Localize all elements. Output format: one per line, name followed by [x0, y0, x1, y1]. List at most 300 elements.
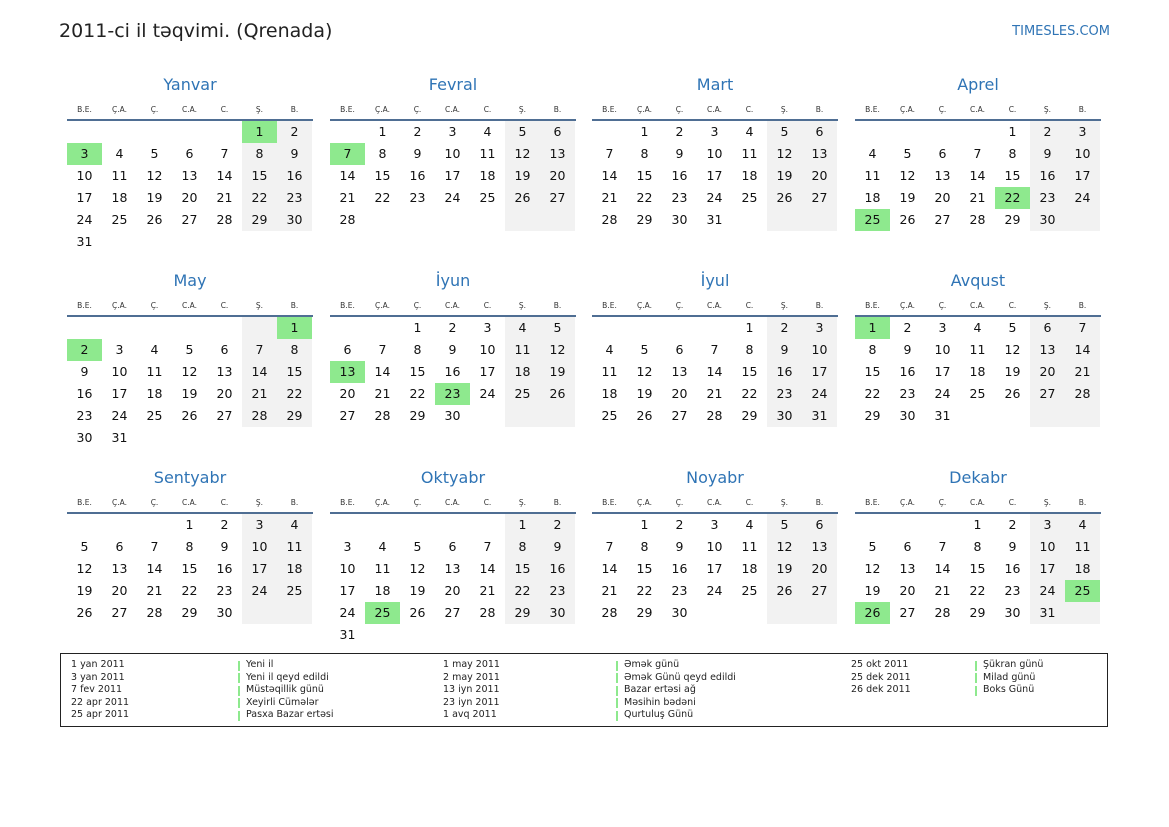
day-cell: 13	[444, 561, 461, 576]
day-cell: 25	[111, 212, 128, 227]
day-cell: 15	[636, 561, 653, 576]
weekday-header: Ç.	[413, 498, 422, 507]
weekday-header: B.	[290, 301, 299, 310]
weekday-header: B.E.	[77, 301, 92, 310]
day-cell: 20	[811, 561, 828, 576]
weekday-header: B.E.	[340, 301, 355, 310]
day-cell: 14	[601, 168, 618, 183]
day-cell: 26	[76, 605, 93, 620]
day-cell: 17	[811, 364, 828, 379]
day-cell: 11	[864, 168, 881, 183]
day-cell: 6	[815, 517, 824, 532]
day-cell: 7	[483, 539, 492, 554]
day-cell: 16	[776, 364, 793, 379]
day-cell: 24	[811, 386, 828, 401]
day-cell: 18	[741, 168, 758, 183]
legend-marker	[238, 711, 240, 721]
day-cell: 14	[339, 168, 356, 183]
day-cell: 11	[741, 146, 758, 161]
weekday-header: Ç.A.	[899, 105, 915, 114]
weekday-header: Ç.	[675, 301, 684, 310]
day-cell: 14	[934, 561, 951, 576]
weekday-header: C.	[220, 498, 229, 507]
weekday-header: B.	[815, 301, 824, 310]
legend-marker	[616, 711, 618, 721]
day-cell: 2	[553, 517, 562, 532]
day-cell: 24	[479, 386, 496, 401]
day-cell: 5	[780, 517, 789, 532]
day-cell: 20	[111, 583, 128, 598]
holiday-day-cell: 25	[1065, 580, 1100, 602]
day-cell: 10	[934, 342, 951, 357]
legend-date: 25 dek 2011	[851, 671, 911, 683]
month-name: Dekabr	[949, 468, 1007, 487]
day-cell: 3	[255, 517, 264, 532]
day-cell: 5	[518, 124, 527, 139]
day-cell: 12	[549, 342, 566, 357]
day-cell: 23	[671, 583, 688, 598]
day-cell: 19	[776, 561, 793, 576]
weekday-header: Ş.	[1043, 301, 1052, 310]
day-cell: 31	[111, 430, 128, 445]
day-cell: 8	[1008, 146, 1017, 161]
day-cell: 29	[864, 408, 881, 423]
weekday-header: Ş.	[518, 105, 527, 114]
day-cell: 10	[1039, 539, 1056, 554]
weekday-header: B.	[290, 105, 299, 114]
day-cell: 28	[251, 408, 268, 423]
day-cell: 28	[969, 212, 986, 227]
day-cell: 16	[286, 168, 303, 183]
day-cell: 6	[115, 539, 124, 554]
weekday-header: C.	[1008, 301, 1017, 310]
day-cell: 4	[518, 320, 527, 335]
weekday-header: Ç.A.	[111, 301, 127, 310]
day-cell: 10	[111, 364, 128, 379]
weekday-header: Ş.	[518, 498, 527, 507]
day-cell: 17	[479, 364, 496, 379]
day-cell: 5	[413, 539, 422, 554]
day-cell: 11	[374, 561, 391, 576]
day-cell: 30	[286, 212, 303, 227]
day-cell: 21	[251, 386, 268, 401]
day-cell: 14	[251, 364, 268, 379]
day-cell: 20	[181, 190, 198, 205]
day-cell: 27	[339, 408, 356, 423]
legend-holiday-name: Qurtuluş Günü	[624, 709, 694, 720]
day-cell: 22	[636, 190, 653, 205]
weekday-header: C.	[220, 301, 229, 310]
day-cell: 3	[1043, 517, 1052, 532]
day-cell: 21	[969, 190, 986, 205]
legend-holiday-name: Xeyirli Cümələr	[246, 696, 319, 708]
day-cell: 1	[518, 517, 527, 532]
legend-marker	[616, 673, 618, 683]
day-cell: 31	[339, 627, 356, 642]
day-cell: 3	[938, 320, 947, 335]
day-cell: 28	[706, 408, 723, 423]
day-cell: 13	[549, 146, 566, 161]
day-cell: 17	[934, 364, 951, 379]
day-cell: 25	[741, 583, 758, 598]
day-cell: 3	[815, 320, 824, 335]
day-cell: 18	[864, 190, 881, 205]
day-cell: 22	[409, 386, 426, 401]
day-cell: 16	[549, 561, 566, 576]
day-cell: 8	[290, 342, 299, 357]
legend-date: 22 apr 2011	[71, 696, 130, 708]
day-cell: 7	[378, 342, 387, 357]
day-cell: 2	[413, 124, 422, 139]
day-cell: 6	[675, 342, 684, 357]
legend-holiday-name: Yeni il qeyd edildi	[246, 671, 329, 683]
day-cell: 28	[146, 605, 163, 620]
day-cell: 16	[444, 364, 461, 379]
day-cell: 7	[220, 146, 229, 161]
day-cell: 16	[671, 168, 688, 183]
day-cell: 4	[973, 320, 982, 335]
weekday-header: B.	[1078, 105, 1087, 114]
legend-holiday-name: Əmək günü	[624, 659, 680, 670]
day-cell: 2	[675, 517, 684, 532]
legend-holiday-name: Əmək Günü qeyd edildi	[624, 671, 736, 683]
day-cell: 3	[343, 539, 352, 554]
day-cell: 12	[409, 561, 426, 576]
day-cell: 13	[899, 561, 916, 576]
day-cell: 25	[286, 583, 303, 598]
day-cell: 7	[938, 539, 947, 554]
day-cell: 23	[776, 386, 793, 401]
day-cell: 22	[636, 583, 653, 598]
day-cell: 19	[1004, 364, 1021, 379]
weekday-header: Ç.	[675, 498, 684, 507]
weekday-header: Ş.	[1043, 105, 1052, 114]
weekday-header: B.E.	[340, 105, 355, 114]
weekday-header: C.	[483, 498, 492, 507]
day-cell: 8	[413, 342, 422, 357]
weekday-header: C.A.	[181, 498, 197, 507]
weekday-header: Ş.	[518, 301, 527, 310]
weekday-header: Ç.	[413, 105, 422, 114]
day-cell: 20	[444, 583, 461, 598]
weekday-header: B.	[815, 498, 824, 507]
weekday-header: B.	[553, 105, 562, 114]
month-name: Noyabr	[686, 468, 744, 487]
weekday-header: Ç.A.	[374, 498, 390, 507]
day-cell: 4	[605, 342, 614, 357]
weekday-header: Ç.A.	[111, 498, 127, 507]
legend-date: 1 yan 2011	[71, 659, 125, 670]
day-cell: 17	[1074, 168, 1091, 183]
day-cell: 11	[1074, 539, 1091, 554]
day-cell: 7	[255, 342, 264, 357]
day-cell: 6	[815, 124, 824, 139]
day-cell: 6	[448, 539, 457, 554]
legend-date: 13 iyn 2011	[443, 684, 500, 695]
day-cell: 5	[780, 124, 789, 139]
day-cell: 9	[290, 146, 299, 161]
day-cell: 28	[216, 212, 233, 227]
weekday-header: Ş.	[255, 498, 264, 507]
day-cell: 17	[444, 168, 461, 183]
day-cell: 28	[374, 408, 391, 423]
day-cell: 20	[811, 168, 828, 183]
holiday-legend	[60, 653, 1108, 727]
day-cell: 30	[1004, 605, 1021, 620]
day-cell: 13	[216, 364, 233, 379]
holiday-day-cell: 22	[995, 187, 1030, 209]
day-cell: 26	[776, 190, 793, 205]
day-cell: 24	[1039, 583, 1056, 598]
day-cell: 5	[903, 146, 912, 161]
day-cell: 10	[811, 342, 828, 357]
day-cell: 28	[934, 605, 951, 620]
weekday-header: B.E.	[77, 105, 92, 114]
day-cell: 2	[448, 320, 457, 335]
day-cell: 16	[216, 561, 233, 576]
day-cell: 12	[776, 539, 793, 554]
day-cell: 8	[185, 539, 194, 554]
day-cell: 5	[150, 146, 159, 161]
day-cell: 23	[286, 190, 303, 205]
day-cell: 8	[255, 146, 264, 161]
day-cell: 16	[1039, 168, 1056, 183]
legend-holiday-name: Pasxa Bazar ertəsi	[246, 709, 334, 720]
weekday-header: B.	[1078, 498, 1087, 507]
day-cell: 8	[868, 342, 877, 357]
day-cell: 18	[969, 364, 986, 379]
day-cell: 14	[1074, 342, 1091, 357]
day-cell: 17	[251, 561, 268, 576]
legend-date: 1 avq 2011	[443, 709, 497, 720]
day-cell: 17	[339, 583, 356, 598]
day-cell: 2	[903, 320, 912, 335]
weekday-header: C.A.	[181, 105, 197, 114]
day-cell: 10	[339, 561, 356, 576]
day-cell: 27	[111, 605, 128, 620]
day-cell: 11	[479, 146, 496, 161]
day-cell: 21	[934, 583, 951, 598]
day-cell: 22	[251, 190, 268, 205]
day-cell: 11	[286, 539, 303, 554]
day-cell: 15	[636, 168, 653, 183]
legend-date: 2 may 2011	[443, 671, 500, 683]
weekday-header: B.	[1078, 301, 1087, 310]
weekday-header: C.A.	[706, 498, 722, 507]
day-cell: 31	[706, 212, 723, 227]
weekday-header: B.E.	[77, 498, 92, 507]
day-cell: 11	[514, 342, 531, 357]
day-cell: 22	[741, 386, 758, 401]
day-cell: 4	[868, 146, 877, 161]
holiday-day-cell: 25	[855, 209, 890, 231]
weekday-header: Ç.	[150, 301, 159, 310]
day-cell: 25	[601, 408, 618, 423]
weekday-header: Ş.	[780, 498, 789, 507]
day-cell: 18	[1074, 561, 1091, 576]
day-cell: 6	[220, 342, 229, 357]
day-cell: 28	[1074, 386, 1091, 401]
weekday-header: B.E.	[602, 105, 617, 114]
day-cell: 13	[671, 364, 688, 379]
day-cell: 8	[378, 146, 387, 161]
day-cell: 24	[444, 190, 461, 205]
day-cell: 16	[671, 561, 688, 576]
day-cell: 10	[76, 168, 93, 183]
day-cell: 29	[1004, 212, 1021, 227]
day-cell: 11	[146, 364, 163, 379]
legend-date: 23 iyn 2011	[443, 696, 500, 708]
month-name: May	[173, 271, 207, 290]
day-cell: 5	[1008, 320, 1017, 335]
day-cell: 4	[290, 517, 299, 532]
day-cell: 9	[675, 146, 684, 161]
day-cell: 1	[745, 320, 754, 335]
day-cell: 17	[706, 561, 723, 576]
day-cell: 24	[111, 408, 128, 423]
day-cell: 21	[374, 386, 391, 401]
day-cell: 29	[286, 408, 303, 423]
day-cell: 25	[146, 408, 163, 423]
day-cell: 20	[934, 190, 951, 205]
day-cell: 5	[185, 342, 194, 357]
day-cell: 3	[115, 342, 124, 357]
day-cell: 15	[864, 364, 881, 379]
weekday-header: B.E.	[602, 498, 617, 507]
legend-marker	[616, 661, 618, 671]
weekday-header: B.E.	[602, 301, 617, 310]
day-cell: 9	[413, 146, 422, 161]
legend-marker	[975, 673, 977, 683]
day-cell: 1	[185, 517, 194, 532]
day-cell: 8	[640, 539, 649, 554]
day-cell: 9	[1043, 146, 1052, 161]
day-cell: 9	[903, 342, 912, 357]
weekday-header: B.	[553, 498, 562, 507]
day-cell: 26	[514, 190, 531, 205]
day-cell: 22	[286, 386, 303, 401]
day-cell: 22	[514, 583, 531, 598]
day-cell: 23	[76, 408, 93, 423]
legend-date: 26 dek 2011	[851, 684, 911, 695]
day-cell: 6	[938, 146, 947, 161]
day-cell: 7	[150, 539, 159, 554]
day-cell: 2	[675, 124, 684, 139]
day-cell: 19	[636, 386, 653, 401]
day-cell: 3	[483, 320, 492, 335]
weekday-header: C.A.	[969, 301, 985, 310]
day-cell: 15	[969, 561, 986, 576]
day-cell: 19	[409, 583, 426, 598]
day-cell: 18	[514, 364, 531, 379]
day-cell: 21	[216, 190, 233, 205]
day-cell: 12	[146, 168, 163, 183]
weekday-header: Ç.A.	[374, 301, 390, 310]
weekday-header: B.E.	[865, 498, 880, 507]
weekday-header: C.	[483, 105, 492, 114]
weekday-header: C.A.	[706, 301, 722, 310]
day-cell: 23	[409, 190, 426, 205]
weekday-header: Ç.	[675, 105, 684, 114]
day-cell: 27	[671, 408, 688, 423]
day-cell: 5	[640, 342, 649, 357]
day-cell: 15	[1004, 168, 1021, 183]
day-cell: 25	[514, 386, 531, 401]
day-cell: 14	[706, 364, 723, 379]
day-cell: 10	[706, 539, 723, 554]
day-cell: 21	[601, 583, 618, 598]
day-cell: 10	[251, 539, 268, 554]
day-cell: 13	[934, 168, 951, 183]
day-cell: 28	[339, 212, 356, 227]
legend-marker	[238, 673, 240, 683]
day-cell: 12	[776, 146, 793, 161]
day-cell: 20	[549, 168, 566, 183]
day-cell: 8	[745, 342, 754, 357]
day-cell: 30	[671, 212, 688, 227]
day-cell: 23	[1039, 190, 1056, 205]
legend-marker	[616, 698, 618, 708]
day-cell: 7	[605, 539, 614, 554]
day-cell: 12	[76, 561, 93, 576]
day-cell: 28	[601, 212, 618, 227]
day-cell: 30	[549, 605, 566, 620]
day-cell: 9	[553, 539, 562, 554]
day-cell: 24	[251, 583, 268, 598]
day-cell: 24	[706, 583, 723, 598]
day-cell: 6	[553, 124, 562, 139]
day-cell: 23	[1004, 583, 1021, 598]
day-cell: 3	[710, 517, 719, 532]
day-cell: 8	[973, 539, 982, 554]
day-cell: 9	[780, 342, 789, 357]
day-cell: 21	[479, 583, 496, 598]
day-cell: 13	[811, 146, 828, 161]
day-cell: 19	[76, 583, 93, 598]
day-cell: 26	[1004, 386, 1021, 401]
day-cell: 17	[1039, 561, 1056, 576]
day-cell: 24	[934, 386, 951, 401]
day-cell: 3	[448, 124, 457, 139]
weekday-header: C.A.	[181, 301, 197, 310]
day-cell: 31	[811, 408, 828, 423]
day-cell: 14	[601, 561, 618, 576]
weekday-header: C.A.	[444, 498, 460, 507]
day-cell: 31	[76, 234, 93, 249]
day-cell: 3	[1078, 124, 1087, 139]
day-cell: 15	[374, 168, 391, 183]
day-cell: 20	[216, 386, 233, 401]
day-cell: 18	[374, 583, 391, 598]
day-cell: 17	[706, 168, 723, 183]
day-cell: 22	[374, 190, 391, 205]
day-cell: 9	[220, 539, 229, 554]
legend-marker	[975, 686, 977, 696]
day-cell: 18	[741, 561, 758, 576]
day-cell: 19	[181, 386, 198, 401]
day-cell: 18	[479, 168, 496, 183]
day-cell: 26	[181, 408, 198, 423]
day-cell: 29	[409, 408, 426, 423]
day-cell: 26	[409, 605, 426, 620]
day-cell: 22	[864, 386, 881, 401]
day-cell: 6	[903, 539, 912, 554]
day-cell: 15	[181, 561, 198, 576]
legend-holiday-name: Boks Günü	[983, 684, 1035, 695]
brand-link[interactable]: TIMESLES.COM	[1012, 24, 1110, 39]
day-cell: 30	[671, 605, 688, 620]
day-cell: 30	[444, 408, 461, 423]
